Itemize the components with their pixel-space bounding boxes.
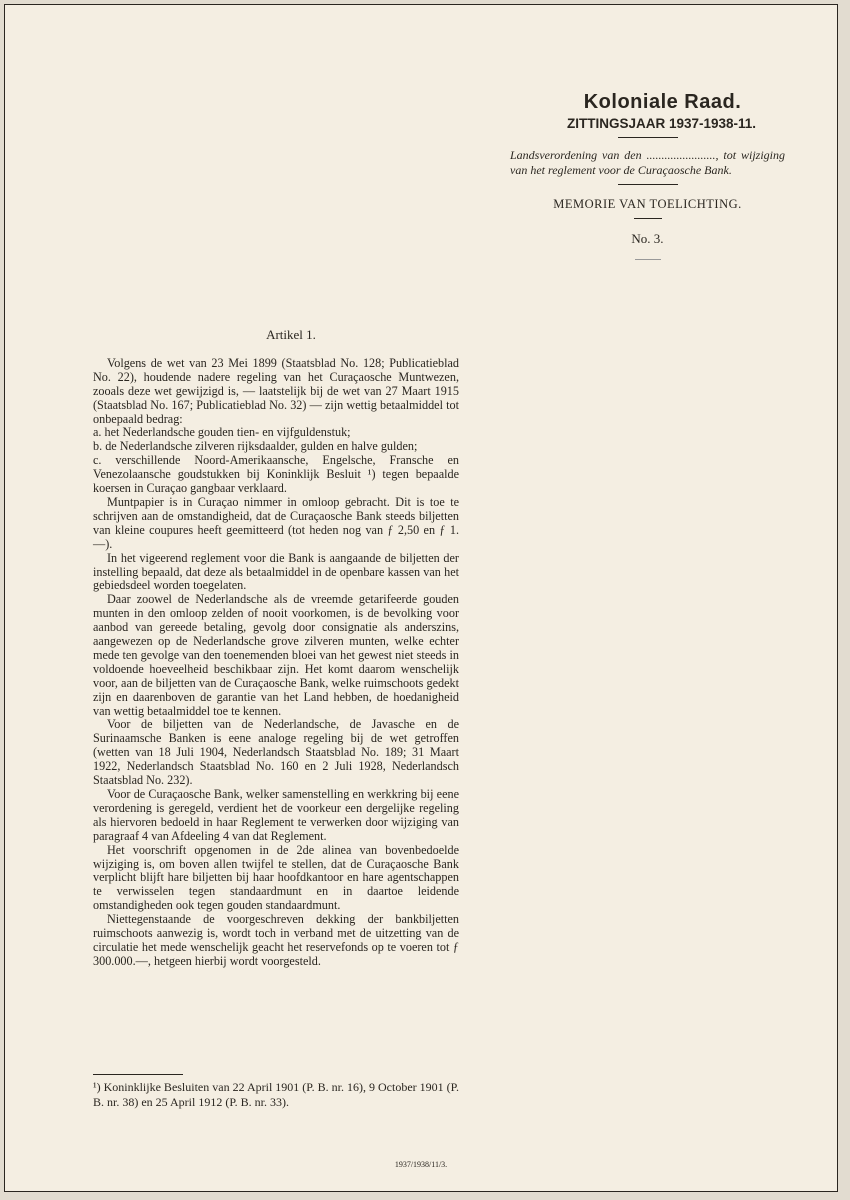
paragraph: Voor de biljetten van de Nederlandsche, de Javasche en de Surinaamsche Banken is eene analoge regeling bij de wet getroffen (wetten van 18 Juli 1904, Nederlandsch Staatsblad No. 189; 31 Maart 1922, Nederlandsch Staatsblad No. 160 en 2 Juli 1928, Nederlandsch Staatsblad No. 232). — [93, 717, 459, 788]
document-header — [510, 91, 785, 260]
divider — [618, 137, 678, 138]
divider — [634, 218, 662, 219]
list-item: c. verschillende Noord-Amerikaansche, Engelsche, Fransche en Venezolaansche goudstukken bij Koninklijk Besluit ¹) tegen bepaalde koersen in Curaçao gangbaar verklaard. — [93, 453, 459, 496]
paragraph: Volgens de wet van 23 Mei 1899 (Staatsblad No. 128; Publicatieblad No. 22), houdende nadere regeling van het Curaçaosche Muntwezen, zooals deze wet gewijzigd is, — laatstelijk bij de wet van 27 Maart 1915 (Staatsblad No. 167; Publicatieblad No. 32) — zijn wettig betaalmiddel tot onbepaald bedrag: — [93, 355, 459, 426]
document-number: No. 3. — [631, 231, 664, 246]
article-body — [93, 328, 459, 969]
session-year: ZITTINGSJAAR 1937-1938-11. — [566, 116, 757, 131]
paragraph: Daar zoowel de Nederlandsche als de vreemde getarifeerde gouden munten in den omloop zelden of nooit voorkomen, is de bevolking voor aanbod van gereede betaling, gevolg door consignatie als anderszins, aangewezen op de Nederlandsche grove zilveren munten, welke echter mede ten gevolge van den toenemenden bloei van het gewest niet steeds in voldoende hoeveelheid beschikbaar zijn. Het komt daarom wenschelijk voor, aan de biljetten van de Curaçaosche Bank, welke ruimschoots gedekt zijn en daarenboven de garantie van het Land hebben, de hoedanigheid van wettig betaalmiddel toe te kennen. — [93, 592, 459, 718]
divider — [635, 259, 661, 260]
paragraph: Muntpapier is in Curaçao nimmer in omloop gebracht. Dit is toe te schrijven aan de omstandigheid, dat de Curaçaosche Bank steeds biljetten van kleine coupures heeft geemitteerd (tot heden nog van ƒ 2,50 en ƒ 1.—). — [93, 494, 459, 551]
memo-title: MEMORIE VAN TOELICHTING. — [553, 197, 742, 211]
paragraph-list — [93, 357, 459, 969]
page-footer: 1937/1938/11/3. — [394, 1160, 448, 1169]
paragraph: Voor de Curaçaosche Bank, welker samenstelling en werkkring bij eene verordening is geregeld, verdient het de voorkeur een dergelijke regeling als hiervoren bedoeld in haar Reglement te verwerken door wijziging van paragraaf 4 van Afdeeling 4 van dat Reglement. — [93, 787, 459, 843]
paragraph: Het voorschrift opgenomen in de 2de alinea van bovenbedoelde wijziging is, om boven allen twijfel te stellen, dat de Curaçaosche Bank verplicht blijft hare biljetten bij haar hoofdkantoor en hare agentschappen te verwisselen tegen standaardmunt en in daartoe leidende omstandigheden ook tegen gouden standaardmunt. — [93, 842, 459, 913]
paragraph: In het vigeerend reglement voor die Bank is aangaande de biljetten der instelling bepaald, dat deze als betaalmiddel in de openbare kassen van het gebiedsdeel worden toegelaten. — [93, 550, 459, 593]
ordinance-title: Landsverordening van den ......................., tot wijziging van het reglement voor de Curaçaosche Bank. — [510, 148, 785, 177]
footnote-divider — [93, 1074, 183, 1075]
list-item: b. de Nederlandsche zilveren rijksdaalder, gulden en halve gulden; — [93, 439, 418, 454]
document-page — [4, 4, 838, 1192]
article-title: Artikel 1. — [266, 327, 316, 342]
list-item: a. het Nederlandsche gouden tien- en vijfguldenstuk; — [93, 425, 351, 440]
footnote: ¹) Koninklijke Besluiten van 22 April 1901 (P. B. nr. 16), 9 October 1901 (P. B. nr. 38) en 25 April 1912 (P. B. nr. 33). — [93, 1080, 459, 1109]
divider — [618, 184, 678, 185]
paragraph: Niettegenstaande de voorgeschreven dekking der bankbiljetten ruimschoots aanwezig is, wordt toch in verband met de uitzetting van de circulatie het mede wenschelijk geacht het reservefonds op te voeren tot ƒ 300.000.—, hetgeen hierbij wordt voorgesteld. — [93, 912, 459, 968]
council-title: Koloniale Raad. — [583, 91, 742, 113]
